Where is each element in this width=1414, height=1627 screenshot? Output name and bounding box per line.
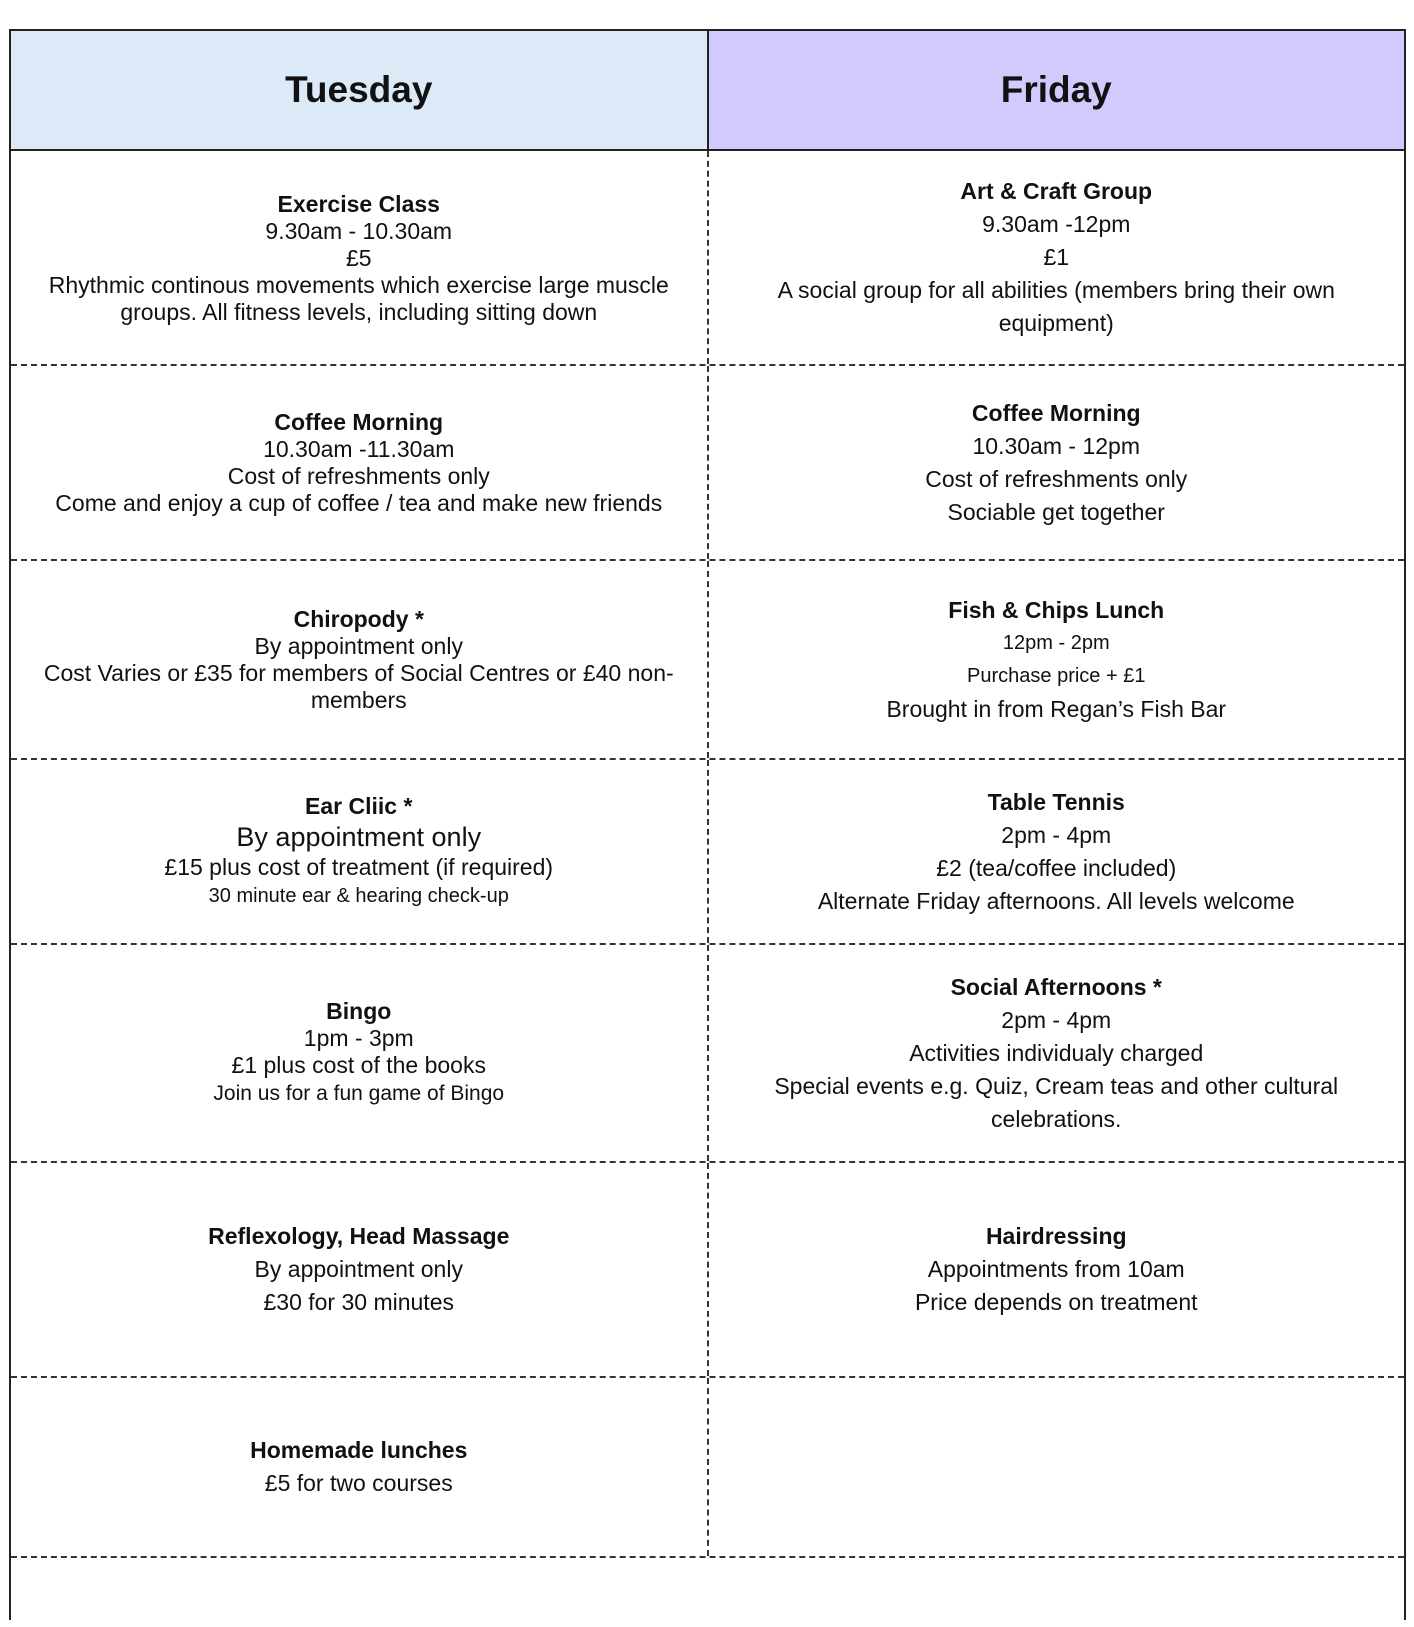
weekly-schedule-table [9, 29, 1406, 1620]
activity-time: 9.30am -12pm [982, 211, 1131, 237]
activity-time: 10.30am -11.30am [263, 436, 455, 462]
tuesday-activity-chiropody [11, 561, 709, 758]
activity-price: £30 for 30 minutes [263, 1289, 454, 1315]
tuesday-activity-reflexology [11, 1163, 709, 1376]
activity-description: Come and enjoy a cup of coffee / tea and make new friends [55, 490, 663, 516]
activity-title: Reflexology, Head Massage [208, 1223, 510, 1249]
activity-price: £1 plus cost of the books [231, 1052, 486, 1078]
activity-time: 9.30am - 10.30am [265, 217, 453, 244]
activity-note: By appointment only [236, 822, 482, 852]
activity-price: £2 (tea/coffee included) [936, 854, 1177, 881]
activity-price: Cost of refreshments only [925, 465, 1188, 492]
schedule-row [11, 945, 1404, 1163]
activity-title: Art & Craft Group [960, 178, 1153, 204]
tuesday-activity-coffee-morning [11, 366, 709, 559]
activity-price: Activities individualy charged [909, 1039, 1204, 1066]
activity-price: Purchase price + £1 [967, 664, 1146, 687]
tuesday-activity-bingo [11, 945, 709, 1161]
activity-price: Cost Varies or £35 for members of Social Centres or £40 non-members [43, 660, 674, 713]
activity-title: Social Afternoons * [950, 973, 1162, 1000]
activity-title: Exercise Class [277, 190, 440, 217]
tuesday-activity-homemade-lunches [11, 1378, 709, 1556]
tuesday-activity-exercise-class [11, 151, 709, 364]
activity-description: Alternate Friday afternoons. All levels welcome [817, 887, 1295, 914]
activity-note: By appointment only [254, 1256, 463, 1282]
activity-description: Brought in from Regan’s Fish Bar [886, 695, 1227, 722]
activity-price: £15 plus cost of treatment (if required) [164, 854, 554, 880]
friday-activity-coffee-morning [709, 366, 1405, 559]
friday-activity-hairdressing [709, 1163, 1405, 1376]
activity-title: Homemade lunches [250, 1437, 468, 1463]
schedule-row [11, 561, 1404, 760]
schedule-row [11, 760, 1404, 945]
activity-note: Appointments from 10am [927, 1256, 1185, 1282]
activity-description: Special events e.g. Quiz, Cream teas and other cultural celebrations. [774, 1072, 1339, 1132]
friday-activity-social-afternoons [709, 945, 1405, 1161]
activity-description: 30 minute ear & hearing check-up [208, 885, 509, 907]
schedule-row [11, 151, 1404, 366]
schedule-row [11, 1163, 1404, 1378]
activity-price: £1 [1043, 244, 1070, 270]
activity-description: A social group for all abilities (members bring their own equipment) [777, 277, 1335, 336]
activity-note: By appointment only [254, 633, 463, 659]
friday-activity-fish-chips-lunch [709, 561, 1405, 758]
activity-time: 2pm - 4pm [1001, 1006, 1112, 1033]
activity-price: £5 for two courses [264, 1470, 453, 1496]
friday-activity-table-tennis [709, 760, 1405, 943]
activity-price: Price depends on treatment [914, 1289, 1198, 1315]
activity-title: Chiropody * [293, 606, 424, 632]
schedule-row [11, 1378, 1404, 1558]
activity-price: £5 [345, 244, 372, 271]
activity-title: Coffee Morning [971, 399, 1141, 426]
activity-price: Cost of refreshments only [227, 463, 490, 489]
activity-title: Table Tennis [987, 788, 1125, 815]
friday-empty-cell [709, 1378, 1405, 1556]
activity-description: Sociable get together [947, 498, 1165, 525]
tuesday-activity-ear-clinic [11, 760, 709, 943]
activity-description: Rhythmic continous movements which exercise large muscle groups. All fitness levels, including sitting down [48, 271, 669, 325]
activity-time: 2pm - 4pm [1001, 821, 1112, 848]
schedule-header-row [11, 31, 1404, 151]
activity-title: Fish & Chips Lunch [948, 596, 1165, 623]
schedule-row [11, 366, 1404, 561]
activity-title: Ear Cliic * [305, 793, 413, 819]
activity-title: Bingo [326, 998, 392, 1024]
activity-description: Join us for a fun game of Bingo [213, 1082, 505, 1105]
friday-activity-art-craft-group [709, 151, 1405, 364]
activity-title: Hairdressing [985, 1223, 1127, 1249]
activity-time: 10.30am - 12pm [972, 432, 1140, 459]
activity-time: 12pm - 2pm [1002, 631, 1110, 654]
tuesday-header: Tuesday [11, 31, 709, 149]
activity-title: Coffee Morning [274, 409, 444, 435]
activity-time: 1pm - 3pm [303, 1025, 414, 1051]
friday-header: Friday [709, 31, 1405, 149]
